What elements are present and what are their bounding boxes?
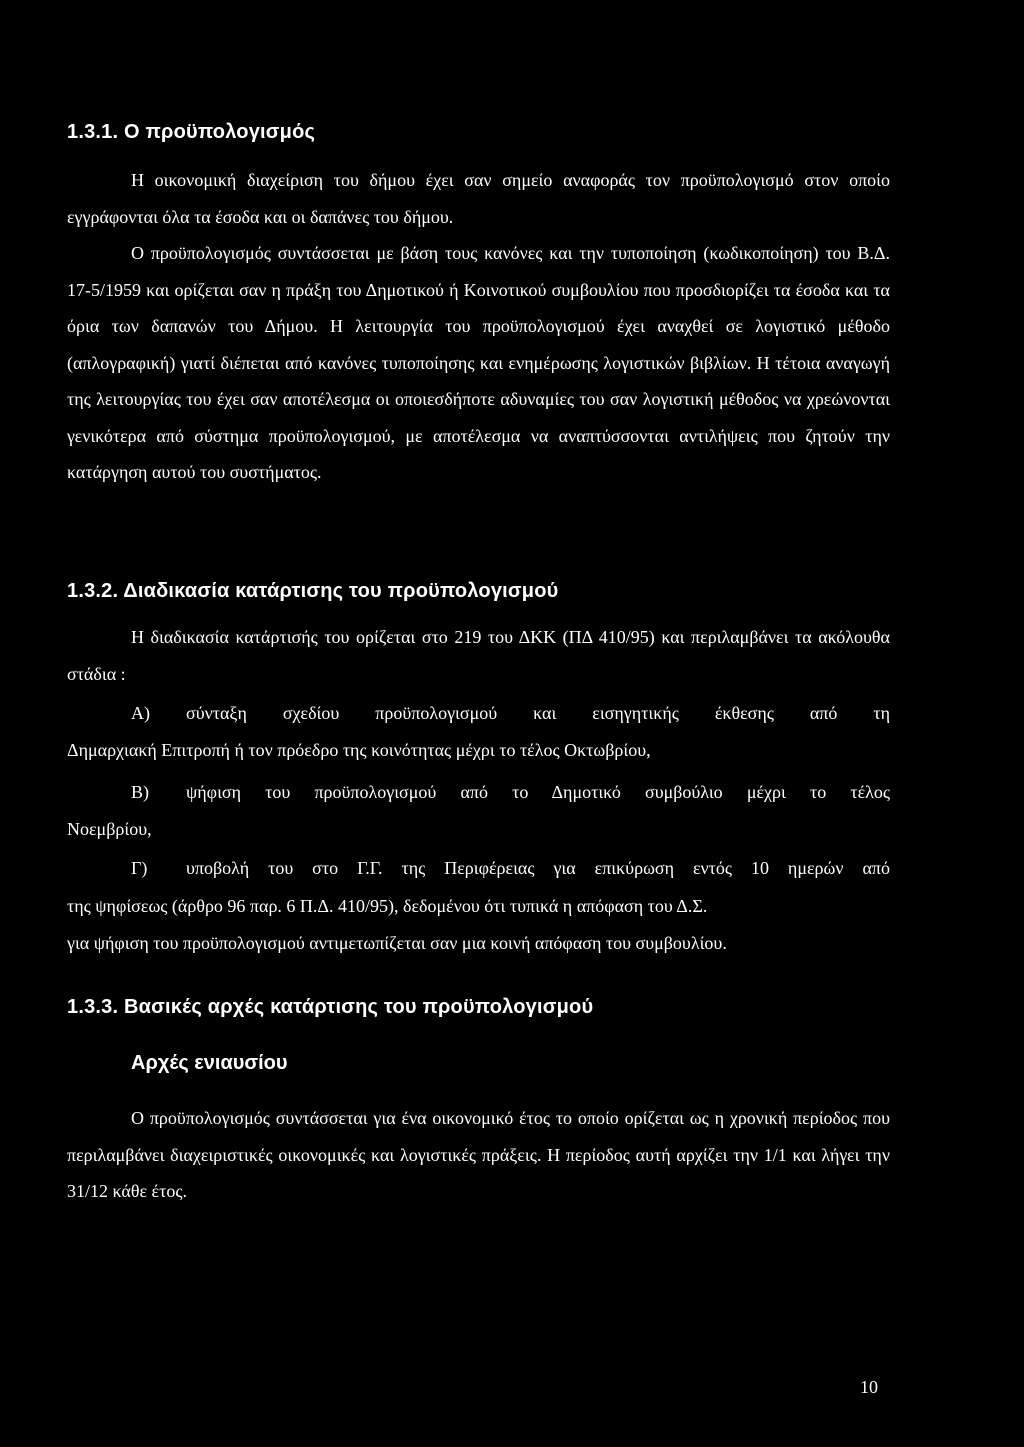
page-number: 10 bbox=[860, 1377, 878, 1397]
list-item-c-continuation-1: της ψηφίσεως (άρθρο 96 παρ. 6 Π.Δ. 410/95), δεδομένου ότι τυπικά η απόφαση του Δ.Σ. bbox=[67, 896, 708, 916]
list-item-a-continuation: Δημαρχιακή Επιτροπή ή τον πρόεδρο της κοινότητας μέχρι το τέλος Οκτωβρίου, bbox=[67, 740, 651, 760]
list-item-b-label: Β) bbox=[131, 782, 149, 802]
list-item-c-text: υποβολή του στο Γ.Γ. της Περιφέρειας για επικύρωση εντός 10 ημερών από bbox=[186, 858, 890, 878]
paragraph-budget-definition: Η οικονομική διαχείριση του δήμου έχει σαν σημείο αναφοράς τον προϋπολογισμό στον οποίο εγγράφονται όλα τα έσοδα και οι δαπάνες του δήμου. bbox=[67, 170, 890, 227]
paragraph-procedure-intro: Η διαδικασία κατάρτισής του ορίζεται στο 219 του ΔΚΚ (ΠΔ 410/95) και περιλαμβάνει τα ακόλουθα στάδια : bbox=[67, 627, 890, 684]
list-item-a-text: σύνταξη σχεδίου προϋπολογισμού και εισηγητικής έκθεσης από τη bbox=[186, 703, 890, 723]
section-heading-1-3-3: 1.3.3. Βασικές αρχές κατάρτισης του προϋπολογισμού bbox=[67, 996, 594, 1018]
section-heading-1-3-2: 1.3.2. Διαδικασία κατάρτισης του προϋπολογισμού bbox=[67, 580, 559, 602]
list-item-c bbox=[131, 858, 890, 879]
list-item-b bbox=[131, 782, 890, 803]
list-item-c-label: Γ) bbox=[131, 858, 148, 878]
subheading-annual-principle: Αρχές ενιαυσίου bbox=[131, 1052, 288, 1074]
section-heading-1-3-1: 1.3.1. Ο προϋπολογισμός bbox=[67, 121, 316, 143]
list-item-a-label: Α) bbox=[131, 703, 150, 723]
paragraph-annual-principle: Ο προϋπολογισμός συντάσσεται για ένα οικονομικό έτος το οποίο ορίζεται ως η χρονική περίοδος που περιλαμβάνει διαχειριστικές οικονομικές και λογιστικές πράξεις. Η περίοδος αυτή αρχίζει την 1/1 και λήγει την 31/12 κάθε έτος. bbox=[67, 1108, 890, 1201]
list-item-c-continuation-2: για ψήφιση του προϋπολογισμού αντιμετωπίζεται σαν μια κοινή απόφαση του συμβουλίου. bbox=[67, 933, 727, 953]
list-item-b-text: ψήφιση του προϋπολογισμού από το Δημοτικό συμβούλιο μέχρι το τέλος bbox=[186, 782, 890, 802]
paragraph-budget-preparation: Ο προϋπολογισμός συντάσσεται με βάση τους κανόνες και την τυποποίηση (κωδικοποίηση) του Β.Δ. 17-5/1959 και ορίζεται σαν η πράξη του Δημοτικού ή Κοινοτικού συμβουλίου που προσδιορίζει τα έσοδα και τα όρια των δαπανών του Δήμου. Η λειτουργία του προϋπολογισμού έχει αναχθεί σε λογιστικό μέθοδο (απλογραφική) γιατί διέπεται από κανόνες τυποποίησης και ενημέρωσης λογιστικών βιβλίων. Η τέτοια αναγωγή της λειτουργίας του έχει σαν αποτέλεσμα οι οποιεσδήποτε αδυναμίες του σαν λογιστική μέθοδος να χρεώνονται γενικότερα από σύστημα προϋπολογισμού, με αποτέλεσμα να αναπτύσσονται αντιλήψεις που ζητούν την κατάργηση αυτού του συστήματος. bbox=[67, 243, 890, 482]
list-item-b-continuation: Νοεμβρίου, bbox=[67, 819, 152, 839]
list-item-a bbox=[131, 703, 890, 724]
